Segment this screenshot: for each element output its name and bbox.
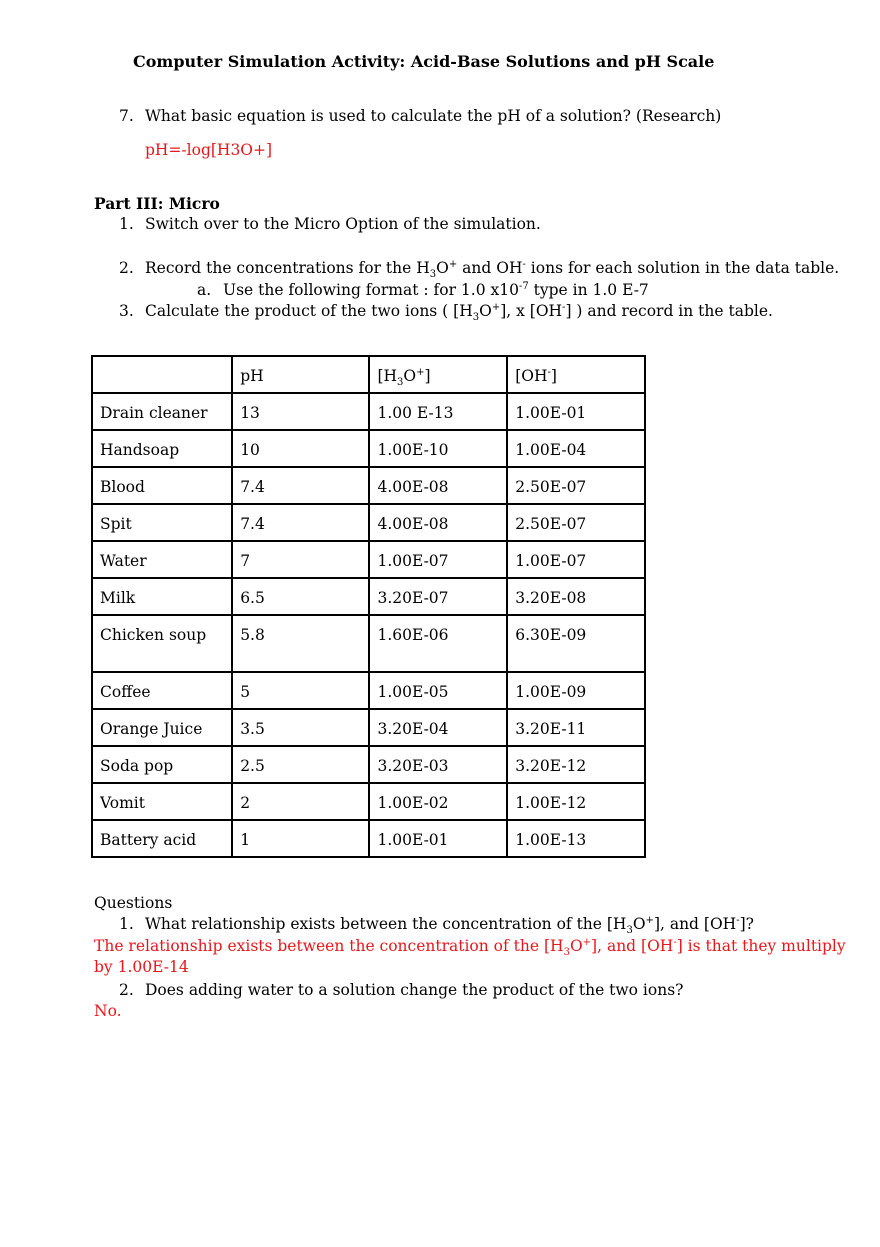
- table-row: [92, 746, 645, 783]
- page-title: Computer Simulation Activity: Acid-Base Solutions and pH Scale: [133, 52, 715, 71]
- ph-cell: 6.5: [232, 578, 369, 615]
- ph-cell: 3.5: [232, 709, 369, 746]
- table-body: [92, 393, 645, 857]
- questions-heading: Questions: [94, 894, 173, 912]
- ph-cell: 7: [232, 541, 369, 578]
- question-2: 2. Does adding water to a solution change the product of the two ions?: [119, 981, 684, 999]
- h3o-cell: 3.20E-04: [369, 709, 507, 746]
- solution-cell: Handsoap: [92, 430, 232, 467]
- table-row: [92, 672, 645, 709]
- table-row: [92, 783, 645, 820]
- table-row: [92, 541, 645, 578]
- ph-cell: 10: [232, 430, 369, 467]
- step-2a: a. Use the following format : for 1.0 $x10^{-7}$ type in 1.0 E-7: [197, 280, 649, 299]
- ph-cell: 1: [232, 820, 369, 857]
- answer-1-line-1: The relationship exists between the concentration of the $[H_3O^+]$, and [OH-] is that they multiply: [94, 936, 846, 959]
- h3o-cell: 3.20E-03: [369, 746, 507, 783]
- solution-cell: Spit: [92, 504, 232, 541]
- solution-cell: Blood: [92, 467, 232, 504]
- answer-2: No.: [94, 1002, 122, 1020]
- solution-cell: Vomit: [92, 783, 232, 820]
- oh-cell: 1.00E-07: [507, 541, 645, 578]
- solution-cell: Milk: [92, 578, 232, 615]
- oh-cell: 1.00E-04: [507, 430, 645, 467]
- question-1: 1. What relationship exists between the concentration of the $[H_3O^+]$, and [OH-]?: [119, 914, 754, 937]
- h3o-cell: 4.00E-08: [369, 467, 507, 504]
- solution-cell: Water: [92, 541, 232, 578]
- h3o-cell: 1.00E-02: [369, 783, 507, 820]
- table-row: [92, 430, 645, 467]
- header-solution-cell: [92, 356, 232, 393]
- header-oh-cell: [OH-]: [507, 356, 645, 393]
- h3o-cell: 1.00E-01: [369, 820, 507, 857]
- table-row: [92, 615, 645, 672]
- ph-cell: 13: [232, 393, 369, 430]
- h3o-cell: 1.00E-07: [369, 541, 507, 578]
- oh-cell: 3.20E-11: [507, 709, 645, 746]
- h3o-cell: 3.20E-07: [369, 578, 507, 615]
- solution-cell: Coffee: [92, 672, 232, 709]
- h3o-cell: 1.00E-05: [369, 672, 507, 709]
- step-2: 2. Record the concentrations for the $H_3O^+$ and OH- ions for each solution in the data table.: [119, 258, 840, 281]
- header-h3o-cell: $[H_3O^+]$: [369, 356, 507, 393]
- ph-cell: 7.4: [232, 467, 369, 504]
- solution-cell: Drain cleaner: [92, 393, 232, 430]
- oh-cell: 1.00E-13: [507, 820, 645, 857]
- oh-cell: 6.30E-09: [507, 615, 645, 672]
- table-row: [92, 709, 645, 746]
- oh-cell: 2.50E-07: [507, 467, 645, 504]
- table-row: [92, 504, 645, 541]
- ph-cell: 5.8: [232, 615, 369, 672]
- ph-cell: 7.4: [232, 504, 369, 541]
- oh-cell: 1.00E-01: [507, 393, 645, 430]
- table-row: [92, 467, 645, 504]
- answer-1-line-2: by 1.00E-14: [94, 958, 189, 976]
- data-table: [91, 355, 646, 858]
- question-7: 7. What basic equation is used to calculate the pH of a solution? (Research): [119, 107, 722, 125]
- oh-cell: 1.00E-09: [507, 672, 645, 709]
- question-7-text: What basic equation is used to calculate the pH of a solution? (Research): [145, 107, 722, 125]
- step-3: 3. Calculate the product of the two ions ( $[H_3O^+]$, x [OH-] ) and record in the table.: [119, 301, 773, 324]
- ph-cell: 2.5: [232, 746, 369, 783]
- table-header-row: [92, 356, 645, 393]
- solution-cell: Soda pop: [92, 746, 232, 783]
- table-row: [92, 820, 645, 857]
- step-1: 1. Switch over to the Micro Option of the simulation.: [119, 215, 541, 233]
- ph-cell: 2: [232, 783, 369, 820]
- table-row: [92, 393, 645, 430]
- answer-7: pH=-log[H3O+]: [145, 141, 273, 159]
- oh-cell: 3.20E-12: [507, 746, 645, 783]
- h3o-cell: 1.00 E-13: [369, 393, 507, 430]
- h3o-cell: 1.00E-10: [369, 430, 507, 467]
- solution-cell: Chicken soup: [92, 615, 232, 672]
- oh-cell: 3.20E-08: [507, 578, 645, 615]
- solution-cell: Battery acid: [92, 820, 232, 857]
- part-3-heading: Part III: Micro: [94, 194, 220, 213]
- h3o-cell: 4.00E-08: [369, 504, 507, 541]
- oh-cell: 2.50E-07: [507, 504, 645, 541]
- h3o-cell: 1.60E-06: [369, 615, 507, 672]
- ph-cell: 5: [232, 672, 369, 709]
- table-row: [92, 578, 645, 615]
- oh-cell: 1.00E-12: [507, 783, 645, 820]
- solution-cell: Orange Juice: [92, 709, 232, 746]
- header-ph-cell: pH: [232, 356, 369, 393]
